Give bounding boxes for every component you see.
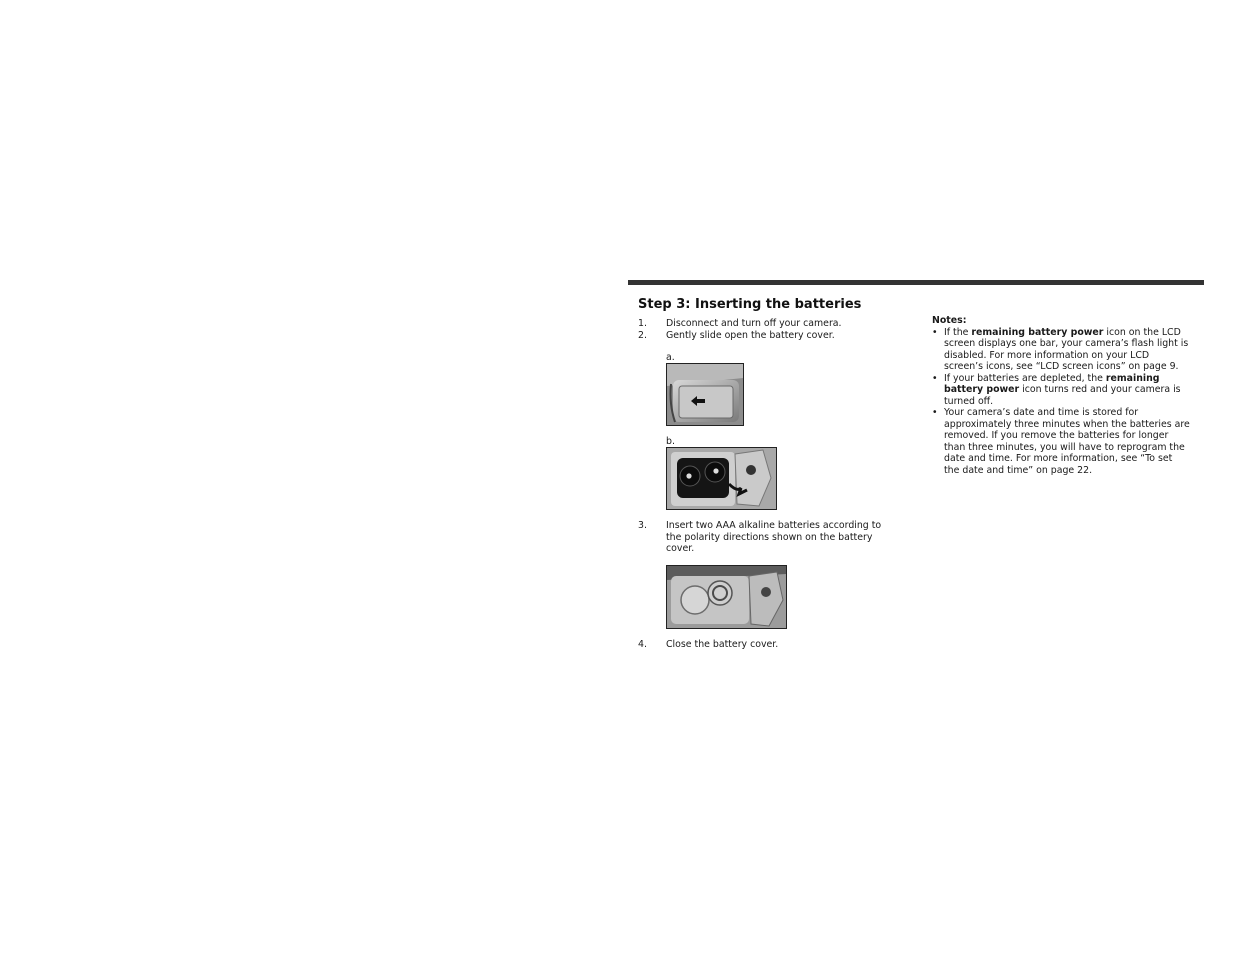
note-emphasis: remaining battery power: [944, 372, 1160, 395]
note-item: [932, 327, 1190, 373]
photo-battery-compartment-open: [666, 447, 777, 510]
note-text: icon turns red and your camera is turned off.: [944, 384, 1181, 407]
step-number: 1.: [638, 318, 647, 329]
bullet-icon: •: [932, 326, 938, 338]
header-rule: [628, 280, 1204, 285]
notes-box: [932, 315, 1190, 476]
note-text: icon on the LCD screen displays one bar, your camera’s flash light is disabled. For more information on your LCD screen’s icons, see “LCD screen icons” on page 9.: [944, 326, 1189, 372]
note-text: If your batteries are depleted, the: [944, 372, 1106, 384]
photo-batteries-inserted: [666, 565, 787, 629]
note-text: If the: [944, 326, 972, 338]
section-title: Step 3: Inserting the batteries: [638, 297, 862, 312]
notes-heading: Notes:: [932, 315, 967, 326]
note-item: [932, 373, 1190, 408]
bullet-icon: •: [932, 407, 938, 418]
figure-label-a: a.: [666, 352, 675, 363]
note-emphasis: remaining battery power: [971, 326, 1104, 338]
step-text: Disconnect and turn off your camera.: [666, 318, 842, 329]
step-text: Gently slide open the battery cover.: [666, 330, 835, 341]
note-item: [932, 407, 1190, 476]
step-number: 4.: [638, 639, 647, 650]
notes-list: [932, 327, 1190, 477]
battery-compartment-illustration: [667, 448, 776, 509]
photo-battery-cover-slide: [666, 363, 744, 426]
note-text: Your camera’s date and time is stored for approximately three minutes when the batteries are removed. If you remove the batteries for longer than three minutes, you will have to reprogram the date and time. For more information, see “To set the date and time” on page 22.: [944, 407, 1190, 476]
step-number: 3.: [638, 520, 647, 531]
step-text: Close the battery cover.: [666, 639, 779, 650]
figure-label-b: b.: [666, 436, 675, 447]
step-text: Insert two AAA alkaline batteries according to the polarity directions shown on the battery cover.: [666, 520, 882, 554]
bullet-icon: •: [932, 372, 938, 384]
step-number: 2.: [638, 330, 647, 341]
inserted-batteries-illustration: [667, 566, 786, 628]
camera-cover-illustration: [667, 364, 743, 425]
